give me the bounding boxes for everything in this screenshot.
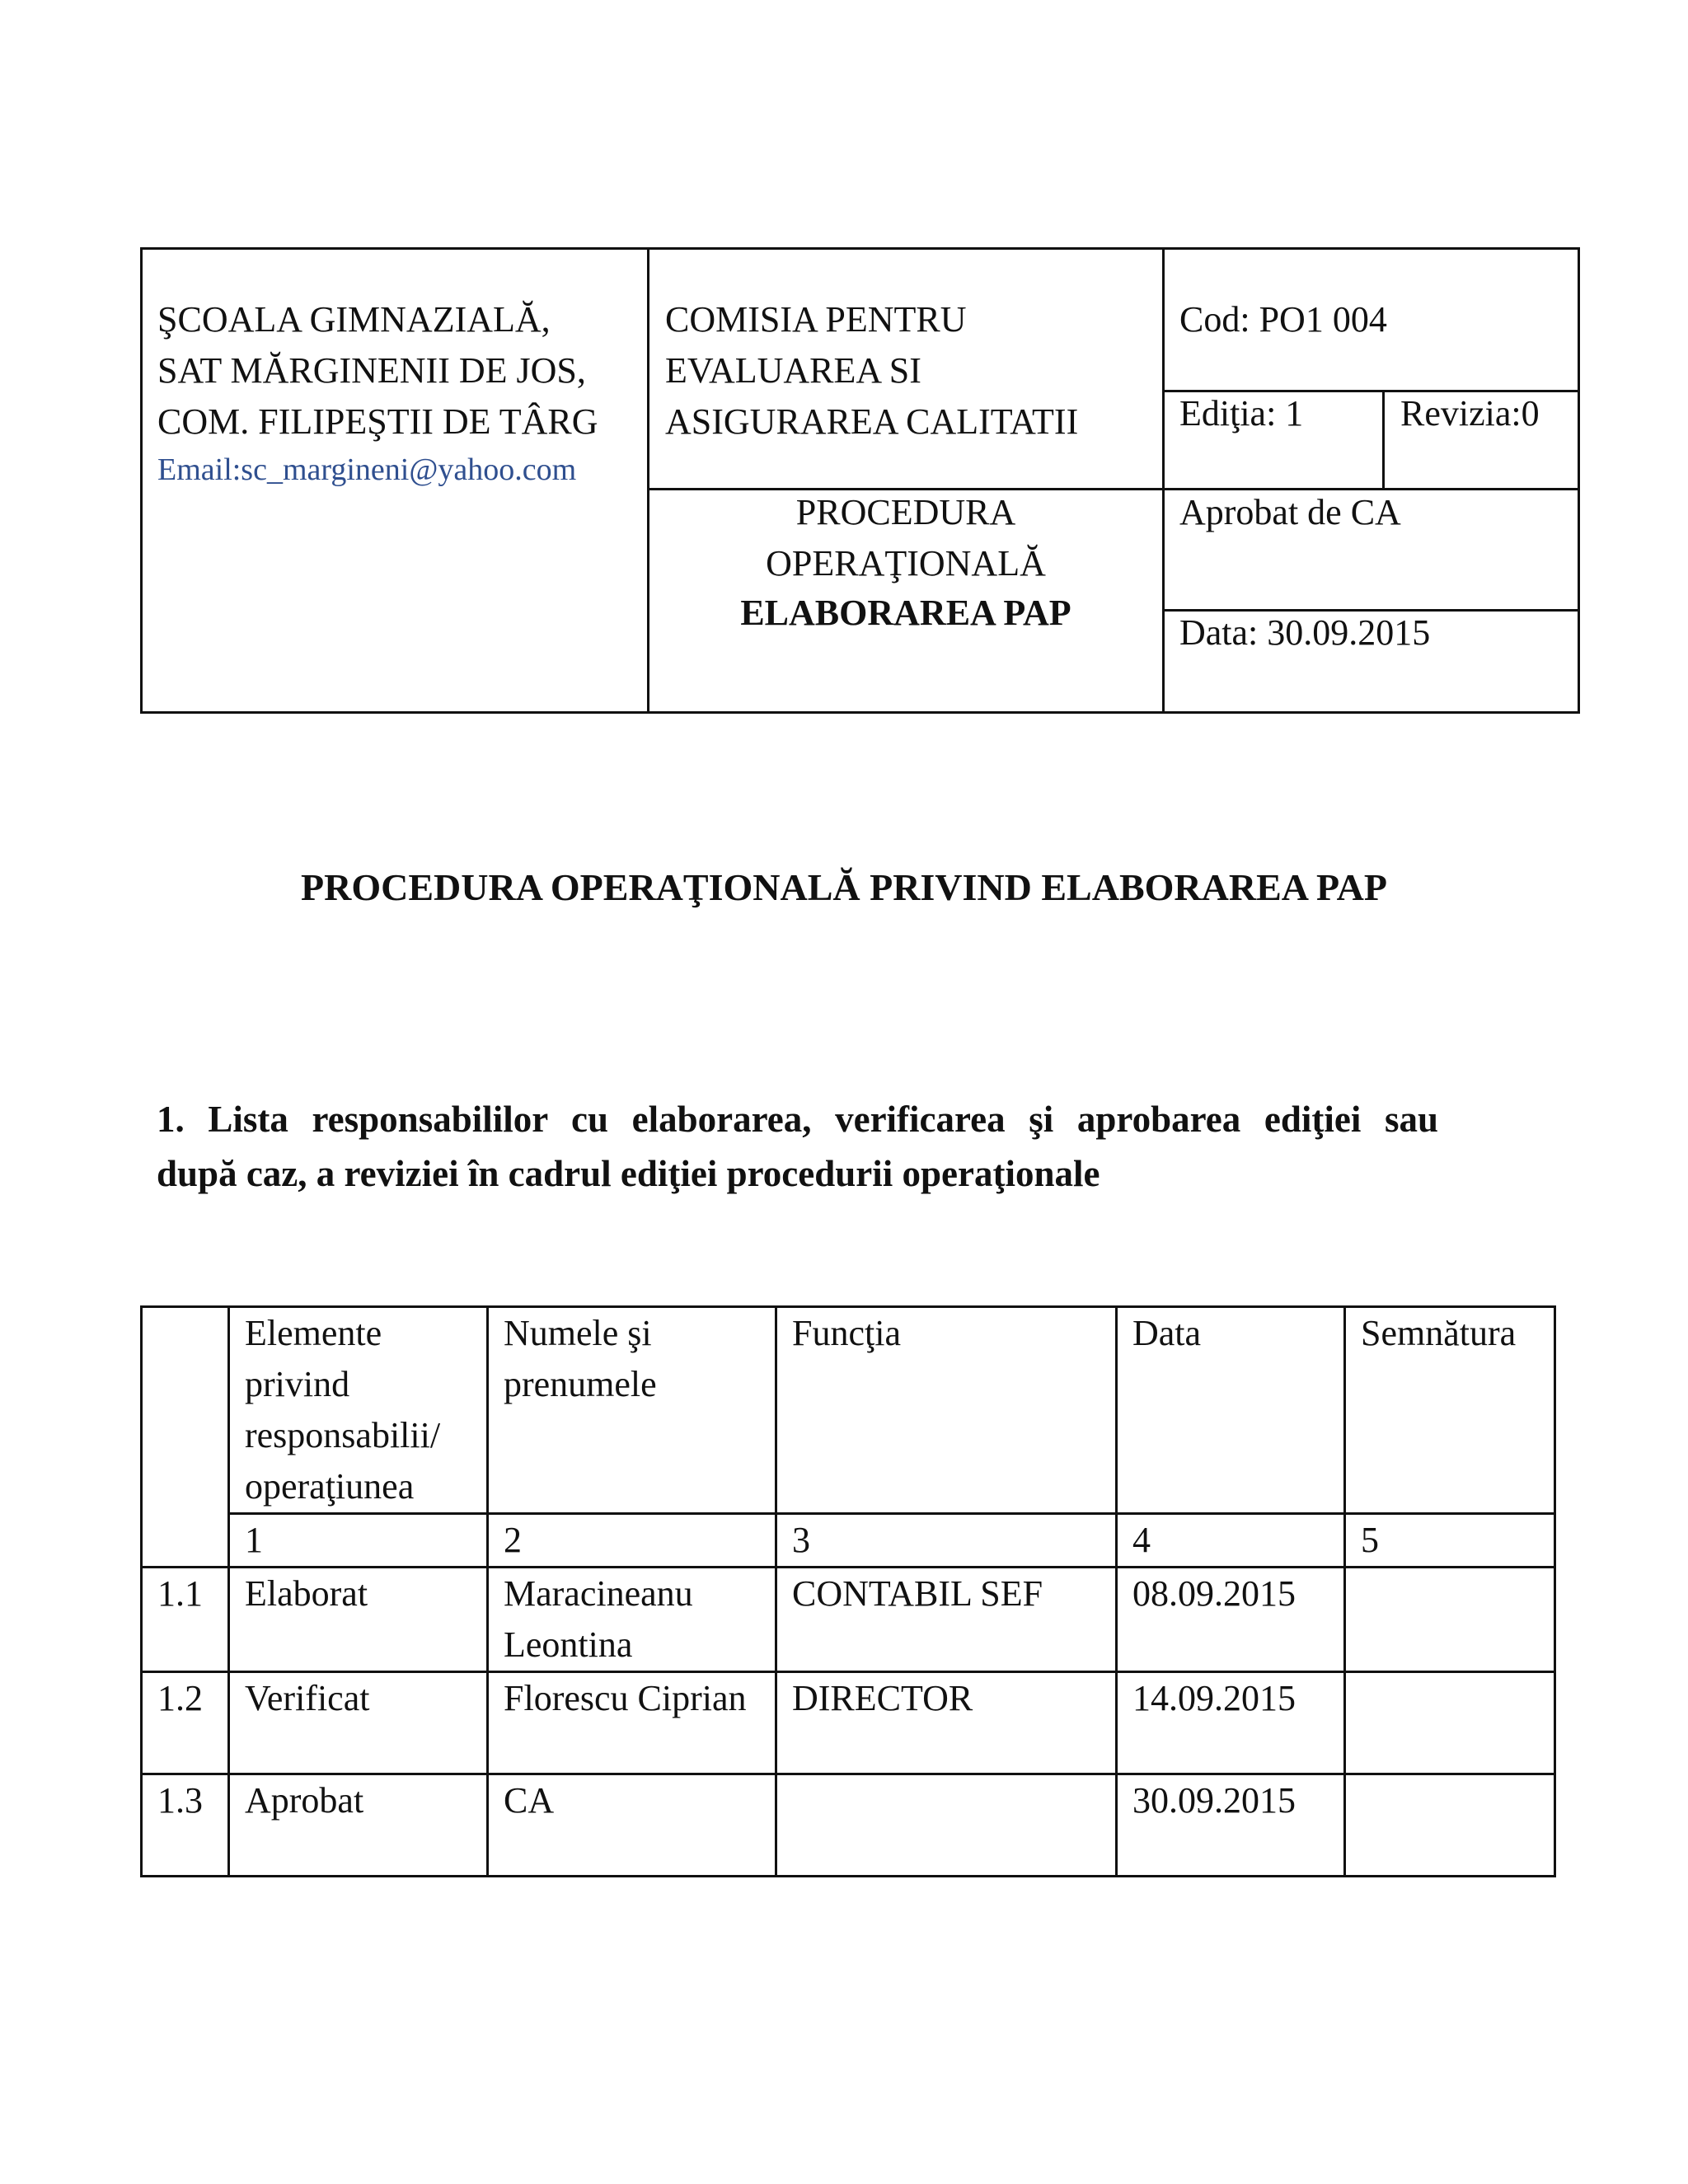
row-number: 1.1 xyxy=(142,1568,229,1672)
header-signature: Semnătura xyxy=(1345,1307,1555,1514)
column-number: 3 xyxy=(776,1514,1117,1568)
document-title: PROCEDURA OPERAŢIONALĂ PRIVIND ELABORAREA PAP xyxy=(301,866,1387,908)
header-name: Numele şi prenumele xyxy=(488,1307,776,1514)
row-date: 14.09.2015 xyxy=(1117,1672,1345,1774)
row-name: Maracineanu Leontina xyxy=(488,1568,776,1672)
header-divider-2 xyxy=(1162,250,1165,711)
commission-line2: EVALUAREA SI xyxy=(665,350,921,391)
row-name: CA xyxy=(488,1774,776,1877)
row-signature xyxy=(1345,1774,1555,1877)
table-cell-empty xyxy=(142,1307,229,1568)
row-element: Elaborat xyxy=(229,1568,488,1672)
school-name-line3: COM. FILIPEŞTII DE TÂRG xyxy=(157,401,598,442)
column-number: 1 xyxy=(229,1514,488,1568)
header-table xyxy=(140,247,1580,714)
header-function: Funcţia xyxy=(776,1307,1117,1514)
commission-line3: ASIGURAREA CALITATII xyxy=(665,401,1079,442)
header-divider-1 xyxy=(647,250,649,711)
row-number: 1.2 xyxy=(142,1672,229,1774)
school-email: Email:sc_margineni@yahoo.com xyxy=(157,452,577,487)
row-element: Verificat xyxy=(229,1672,488,1774)
row-signature xyxy=(1345,1568,1555,1672)
section-1-heading-line2: după caz, a reviziei în cadrul ediţiei procedurii operaţionale xyxy=(157,1153,1100,1194)
approval-date: Data: 30.09.2015 xyxy=(1179,612,1431,653)
document-revision: Revizia:0 xyxy=(1400,393,1540,434)
school-name-line1: ŞCOALA GIMNAZIALĂ, xyxy=(157,299,551,340)
column-number: 2 xyxy=(488,1514,776,1568)
header-elements: Elemente privind responsabilii/ operaţiunea xyxy=(229,1307,488,1514)
header-date: Data xyxy=(1117,1307,1345,1514)
table-row xyxy=(142,1672,1555,1774)
row-element: Aprobat xyxy=(229,1774,488,1877)
approved-by: Aprobat de CA xyxy=(1179,492,1401,532)
row-date: 30.09.2015 xyxy=(1117,1774,1345,1877)
document-edition: Ediţia: 1 xyxy=(1179,393,1304,434)
section-1-heading xyxy=(157,1092,1438,1201)
row-function xyxy=(776,1774,1117,1877)
procedure-name: ELABORAREA PAP xyxy=(740,593,1071,633)
column-number-row xyxy=(142,1514,1555,1568)
school-name-line2: SAT MĂRGINENII DE JOS, xyxy=(157,350,586,391)
responsibles-table xyxy=(140,1305,1556,1877)
row-function: DIRECTOR xyxy=(776,1672,1117,1774)
table-row xyxy=(142,1568,1555,1672)
commission-line1: COMISIA PENTRU xyxy=(665,299,967,340)
table-header-row xyxy=(142,1307,1555,1514)
row-function: CONTABIL SEF xyxy=(776,1568,1117,1672)
row-name: Florescu Ciprian xyxy=(488,1672,776,1774)
row-signature xyxy=(1345,1672,1555,1774)
row-date: 08.09.2015 xyxy=(1117,1568,1345,1672)
column-number: 5 xyxy=(1345,1514,1555,1568)
section-1-heading-line1: 1. Lista responsabililor cu elaborarea, verificarea şi aprobarea ediţiei sau xyxy=(157,1099,1438,1140)
column-number: 4 xyxy=(1117,1514,1345,1568)
procedure-line1: PROCEDURA xyxy=(795,492,1016,532)
document-code: Cod: PO1 004 xyxy=(1179,299,1387,340)
table-row xyxy=(142,1774,1555,1877)
header-divider-6 xyxy=(1382,390,1385,490)
row-number: 1.3 xyxy=(142,1774,229,1877)
procedure-line2: OPERAŢIONALĂ xyxy=(766,543,1046,583)
